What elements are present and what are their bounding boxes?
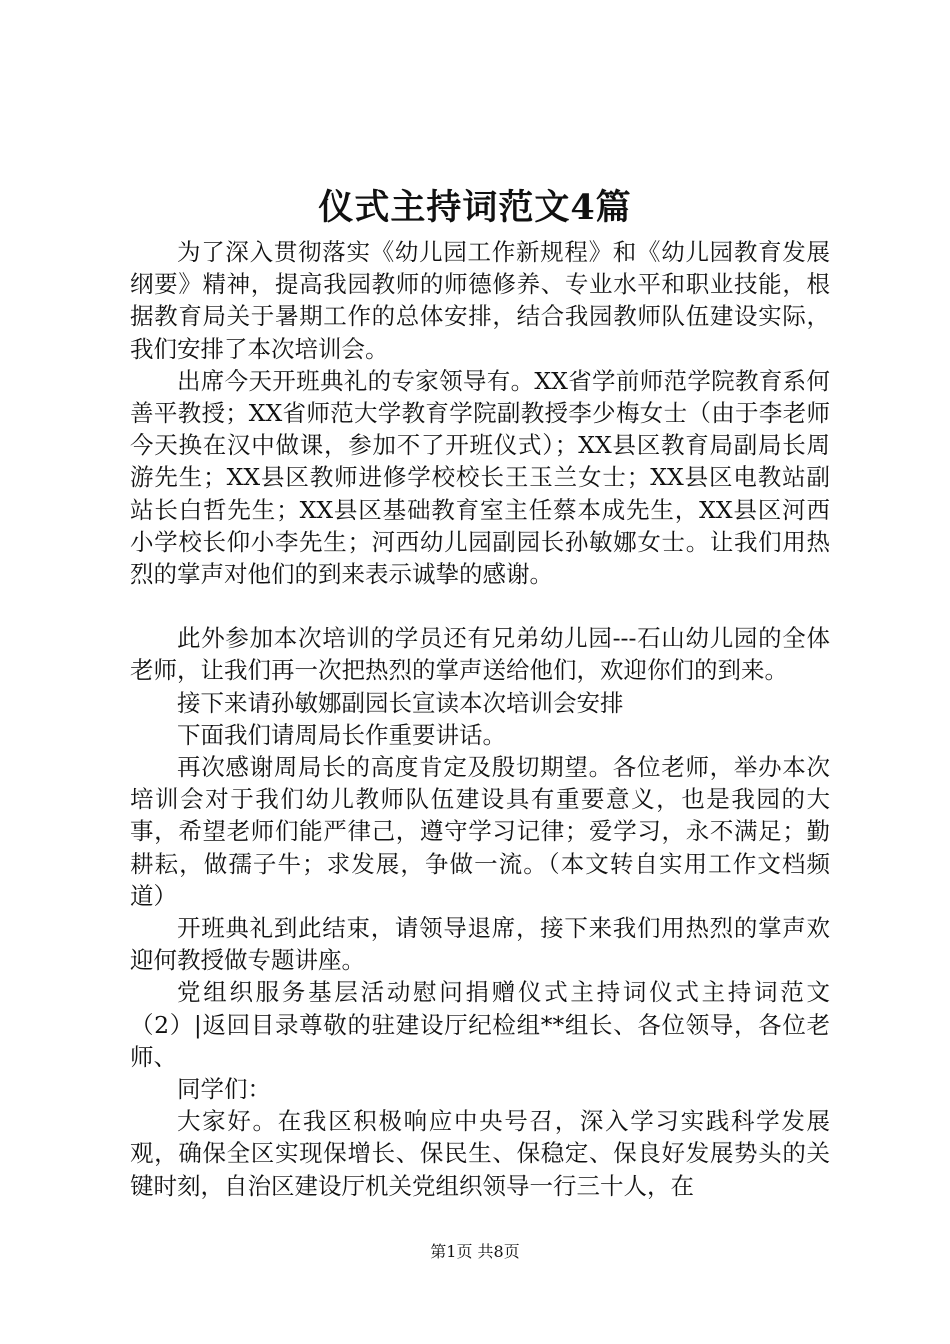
paragraph-trainees: 此外参加本次培训的学员还有兄弟幼儿园---石山幼儿园的全体老师，让我们再一次把热烈的掌声送给他们，欢迎你们的到来。 <box>130 624 830 685</box>
paragraph-closing: 开班典礼到此结束，请领导退席，接下来我们用热烈的掌声欢迎何教授做专题讲座。 <box>130 914 830 975</box>
paragraph-section-two: 党组织服务基层活动慰问捐赠仪式主持词仪式主持词范文（2）|返回目录尊敬的驻建设厅纪检组**组长、各位领导，各位老师、 <box>130 978 830 1071</box>
paragraph-schedule: 接下来请孙敏娜副园长宣读本次培训会安排 <box>177 688 624 717</box>
paragraph-intro: 为了深入贯彻落实《幼儿园工作新规程》和《幼儿园教育发展纲要》精神，提高我园教师的师德修养、专业水平和职业技能，根据教育局关于暑期工作的总体安排，结合我园教师队伍建设实际，我们安排了本次培训会。 <box>130 238 830 363</box>
document-title: 仪式主持词范文4篇 <box>318 187 632 228</box>
paragraph-welcome: 大家好。在我区积极响应中央号召，深入学习实践科学发展观，确保全区实现保增长、保民生、保稳定、保良好发展势头的关键时刻，自治区建设厅机关党组织领导一行三十人，在 <box>130 1107 830 1200</box>
document-body <box>130 236 830 1202</box>
paragraph-speech: 下面我们请周局长作重要讲话。 <box>177 720 506 749</box>
paragraph-guests: 出席今天开班典礼的专家领导有。XX省学前师范学院教育系何善平教授；XX省师范大学教育学院副教授李少梅女士（由于李老师今天换在汉中做课，参加不了开班仪式）；XX县区教育局副局长周游先生；XX县区教师进修学校校长王玉兰女士；XX县区电教站副站长白哲先生；XX县区基础教育室主任蔡本成先生，XX县区河西小学校长仰小李先生；河西幼儿园副园长孙敏娜女士。让我们用热烈的掌声对他们的到来表示诚挚的感谢。 <box>130 366 830 589</box>
paragraph-greeting: 同学们： <box>177 1075 271 1104</box>
page-number: 第1页 共8页 <box>430 1242 520 1261</box>
paragraph-thanks: 再次感谢周局长的高度肯定及殷切期望。各位老师，举办本次培训会对于我们幼儿教师队伍建设具有重要意义，也是我园的大事，希望老师们能严律己，遵守学习记律；爱学习，永不满足；勤耕耘，做孺子牛；求发展，争做一流。（本文转自实用工作文档频道） <box>130 753 830 910</box>
